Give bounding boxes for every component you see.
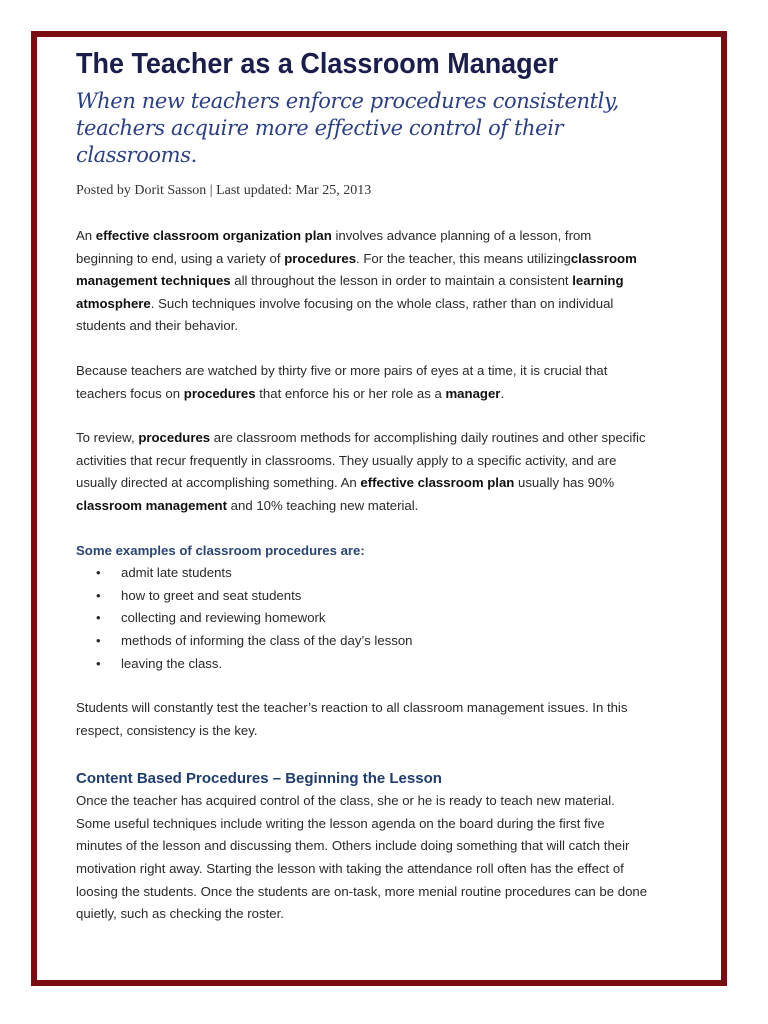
examples-list — [76, 562, 651, 675]
text-run: usually has 90% — [514, 475, 615, 491]
list-item — [76, 653, 651, 676]
section-heading: Content Based Procedures – Beginning the Lesson — [76, 770, 442, 788]
text-run: that enforce his or her role as a — [255, 385, 446, 401]
bold-term: effective classroom organization plan — [95, 228, 332, 243]
text-run: involves advance planning of a lesson, from beginning to end, using a variety of — [76, 228, 592, 266]
paragraph-eyes — [76, 360, 651, 405]
article-title: The Teacher as a Classroom Manager — [76, 48, 559, 80]
paragraph-beginning-lesson: Once the teacher has acquired control of the class, she or he is ready to teach new material. Some useful techniques include writing the lesson agenda on the board during the first five minutes of the lesson and discussing them. Others include doing something that will catch their motivation right away. Starting the lesson with taking the attendance roll often has the effect of loosing the students. Once the students are on-task, more menial routine procedures can be done quietly, such as checking the roster. — [76, 793, 648, 922]
text-run: To review, — [76, 430, 139, 446]
examples-heading: Some examples of classroom procedures are: — [76, 542, 365, 558]
bullet-icon: • — [96, 632, 101, 648]
bold-term: procedures — [284, 250, 357, 266]
subtitle-line-1: When new teachers enforce procedures consistently, — [76, 89, 619, 113]
article — [76, 46, 651, 926]
text-run: all throughout the lesson in order to maintain a consistent — [230, 273, 573, 289]
bold-term: effective classroom plan — [360, 475, 515, 491]
bullet-icon: • — [96, 610, 101, 626]
bold-term: learning atmosphere — [76, 273, 624, 311]
bullet-icon: • — [96, 655, 101, 671]
list-item-text: leaving the class. — [121, 655, 223, 671]
paragraph-consistency: Students will constantly test the teacher’s reaction to all classroom management issues. In this respect, consistency is the key. — [76, 700, 628, 738]
text-run: and 10% teaching new material. — [226, 497, 419, 513]
text-run: Because teachers are watched by thirty five or more pairs of eyes at a time, it is crucial that teachers focus on — [76, 362, 608, 401]
list-item — [76, 630, 651, 653]
bold-term: classroom management — [76, 497, 227, 513]
bullet-icon: • — [96, 587, 101, 603]
bold-term: procedures — [138, 430, 211, 446]
list-item-text: admit late students — [121, 565, 232, 581]
byline: Posted by Dorit Sasson | Last updated: Mar 25, 2013 — [76, 183, 372, 198]
list-item-text: methods of informing the class of the day’s lesson — [121, 632, 413, 648]
bold-term: procedures — [183, 385, 256, 401]
text-run: An — [76, 228, 96, 243]
bold-term: manager — [445, 385, 501, 401]
subtitle-line-2: teachers acquire more effective control of their classrooms. — [76, 116, 564, 167]
list-item-text: collecting and reviewing homework — [121, 610, 326, 626]
text-run: . Such techniques involve focusing on the whole class, rather than on individual students and their behavior. — [76, 295, 614, 334]
list-item — [76, 562, 651, 585]
list-item — [76, 585, 651, 608]
paragraph-review — [76, 427, 651, 517]
paragraph-intro — [76, 225, 651, 338]
bold-term: classroom management techniques — [76, 250, 637, 289]
text-run: . — [500, 385, 505, 401]
article-subtitle — [76, 88, 651, 169]
text-run: . For the teacher, this means utilizing — [356, 250, 571, 266]
bullet-icon: • — [96, 565, 101, 581]
list-item — [76, 607, 651, 630]
list-item-text: how to greet and seat students — [121, 587, 302, 603]
text-run: are classroom methods for accomplishing daily routines and other specific activities that recur frequently in classrooms. They usually apply to a specific activity, and are usually directed at accomplishing something. An — [76, 430, 646, 491]
